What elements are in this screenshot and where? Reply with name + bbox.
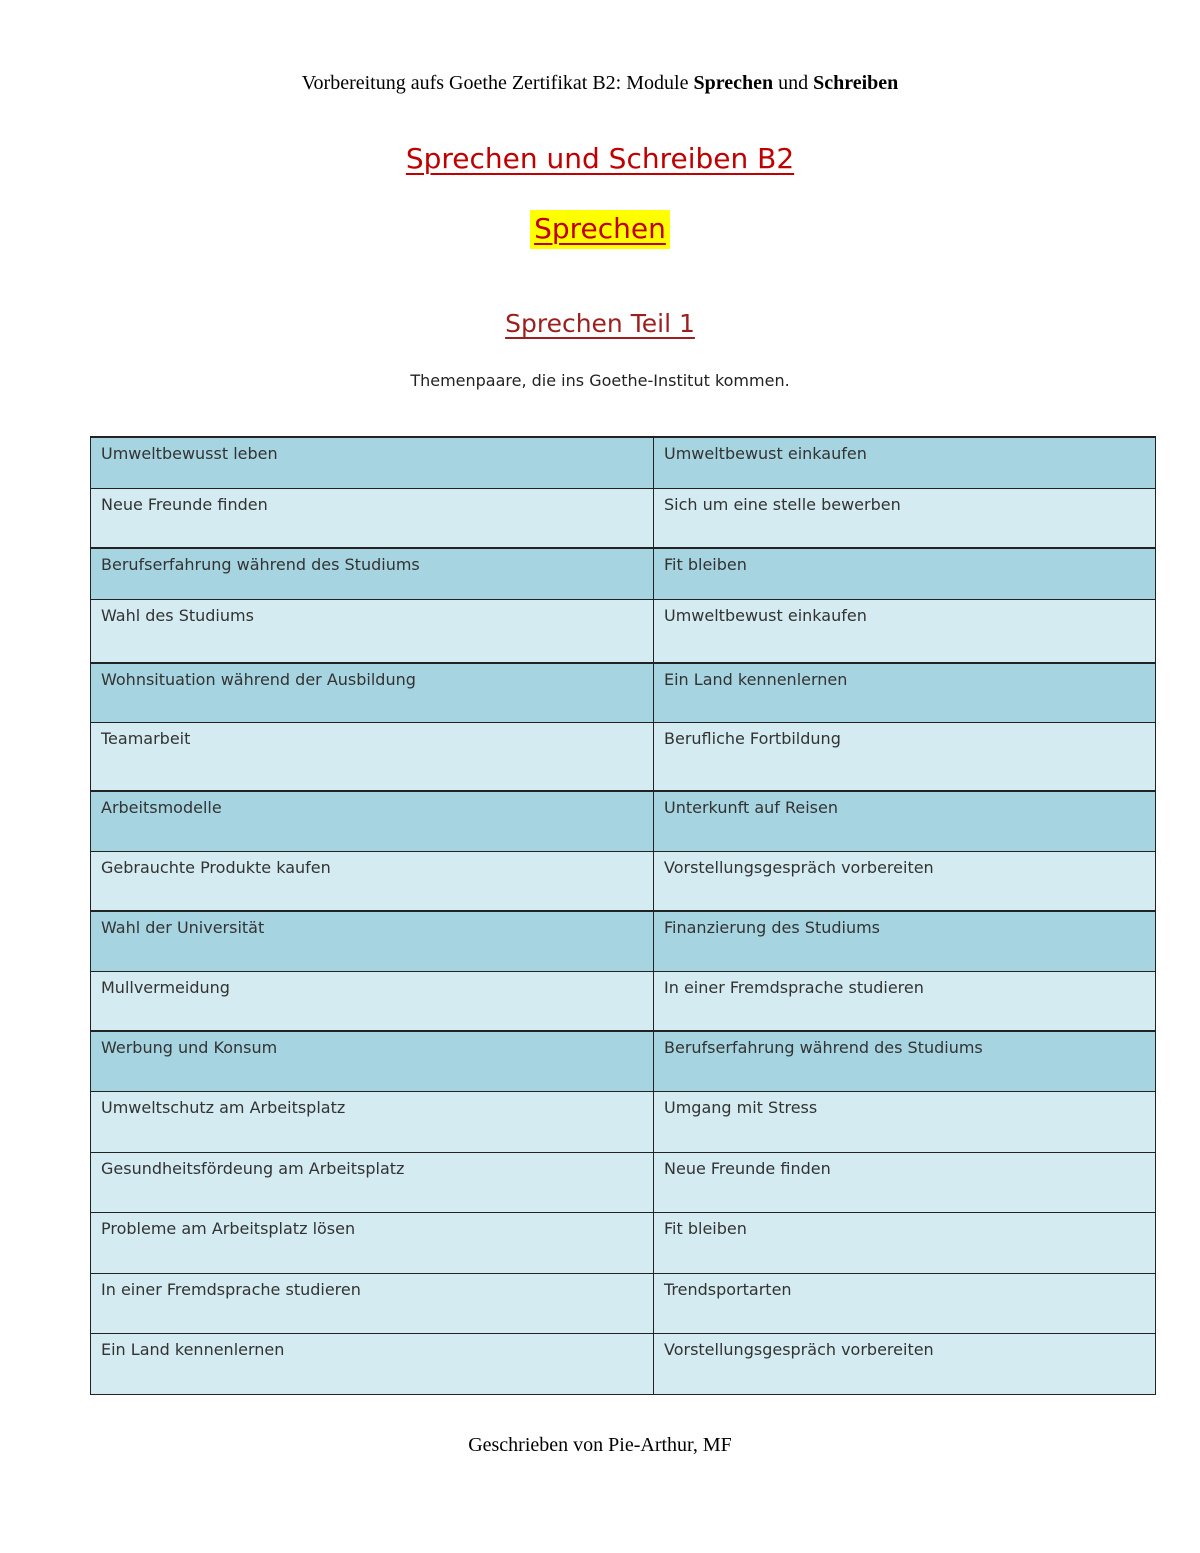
table-cell-left: Wohnsituation während der Ausbildung bbox=[91, 663, 654, 722]
table-row bbox=[91, 599, 1156, 663]
topic-pairs-table bbox=[90, 436, 1156, 1395]
table-row bbox=[91, 722, 1156, 791]
table-cell-left: Wahl der Universität bbox=[91, 911, 654, 971]
table-row bbox=[91, 488, 1156, 548]
table-cell-right: Sich um eine stelle bewerben bbox=[654, 488, 1156, 548]
table-cell-right: Berufserfahrung während des Studiums bbox=[654, 1031, 1156, 1091]
table-cell-left: Probleme am Arbeitsplatz lösen bbox=[91, 1212, 654, 1273]
table-cell-right: Umweltbewust einkaufen bbox=[654, 599, 1156, 663]
table-cell-right: Trendsportarten bbox=[654, 1273, 1156, 1333]
table-cell-left: Gesundheitsfördeung am Arbeitsplatz bbox=[91, 1152, 654, 1212]
table-cell-left: Gebrauchte Produkte kaufen bbox=[91, 851, 654, 911]
table-cell-left: Wahl des Studiums bbox=[91, 599, 654, 663]
table-cell-left: Werbung und Konsum bbox=[91, 1031, 654, 1091]
table-cell-left: Berufserfahrung während des Studiums bbox=[91, 548, 654, 599]
table-row bbox=[91, 1031, 1156, 1091]
table-cell-right: Neue Freunde finden bbox=[654, 1152, 1156, 1212]
table-row bbox=[91, 663, 1156, 722]
intro-text: Themenpaare, die ins Goethe-Institut kommen. bbox=[410, 371, 790, 390]
table-cell-right: Umweltbewust einkaufen bbox=[654, 437, 1156, 488]
document-footer: Geschrieben von Pie-Arthur, MF bbox=[468, 1434, 732, 1456]
table-row bbox=[91, 911, 1156, 971]
header-bold-schreiben: Schreiben bbox=[813, 72, 899, 94]
table-cell-right: Vorstellungsgespräch vorbereiten bbox=[654, 851, 1156, 911]
section-title bbox=[0, 210, 1200, 249]
document-header bbox=[0, 72, 1200, 95]
table-row bbox=[91, 971, 1156, 1031]
page-title: Sprechen und Schreiben B2 bbox=[405, 142, 795, 175]
table-cell-left: Arbeitsmodelle bbox=[91, 791, 654, 851]
header-bold-sprechen: Sprechen bbox=[693, 72, 774, 94]
section-title-highlight: Sprechen bbox=[530, 210, 670, 249]
header-text-and: und bbox=[773, 72, 814, 94]
table-row bbox=[91, 851, 1156, 911]
table-cell-right: In einer Fremdsprache studieren bbox=[654, 971, 1156, 1031]
table-cell-left: Umweltbewusst leben bbox=[91, 437, 654, 488]
table-row bbox=[91, 1152, 1156, 1212]
table-row bbox=[91, 1273, 1156, 1333]
table-cell-right: Fit bleiben bbox=[654, 1212, 1156, 1273]
table-cell-left: Ein Land kennenlernen bbox=[91, 1333, 654, 1394]
table-row bbox=[91, 1091, 1156, 1152]
table-cell-right: Ein Land kennenlernen bbox=[654, 663, 1156, 722]
table-cell-right: Fit bleiben bbox=[654, 548, 1156, 599]
header-text: Vorbereitung aufs Goethe Zertifikat B2: Module bbox=[301, 72, 694, 94]
table-cell-right: Berufliche Fortbildung bbox=[654, 722, 1156, 791]
table-row bbox=[91, 1333, 1156, 1394]
table-cell-left: Mullvermeidung bbox=[91, 971, 654, 1031]
table-cell-left: Teamarbeit bbox=[91, 722, 654, 791]
subsection-title: Sprechen Teil 1 bbox=[505, 309, 695, 338]
table-cell-right: Vorstellungsgespräch vorbereiten bbox=[654, 1333, 1156, 1394]
table-row bbox=[91, 437, 1156, 488]
table-cell-left: In einer Fremdsprache studieren bbox=[91, 1273, 654, 1333]
table-cell-left: Neue Freunde finden bbox=[91, 488, 654, 548]
table-row bbox=[91, 548, 1156, 599]
table-row bbox=[91, 791, 1156, 851]
table-cell-left: Umweltschutz am Arbeitsplatz bbox=[91, 1091, 654, 1152]
table-cell-right: Umgang mit Stress bbox=[654, 1091, 1156, 1152]
table-cell-right: Finanzierung des Studiums bbox=[654, 911, 1156, 971]
table-cell-right: Unterkunft auf Reisen bbox=[654, 791, 1156, 851]
table-row bbox=[91, 1212, 1156, 1273]
